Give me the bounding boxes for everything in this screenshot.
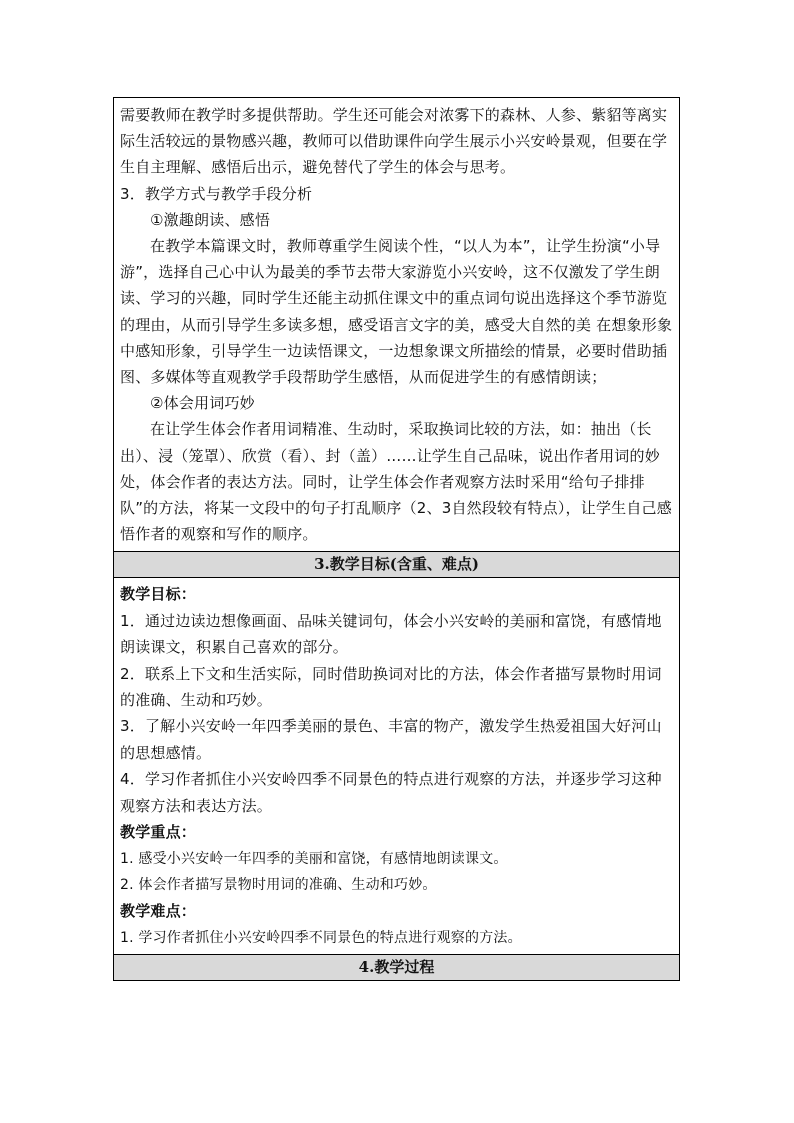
key-point-item: 2. 体会作者描写景物时用词的准确、生动和巧妙。	[120, 876, 437, 893]
analysis-cell	[114, 98, 679, 551]
lesson-plan-table	[113, 97, 680, 981]
difficulty-item: 1. 学习作者抓住小兴安岭四季不同景色的特点进行观察的方法。	[120, 929, 522, 946]
goals-heading: 教学目标：	[120, 585, 197, 604]
subheading: 3．教学方式与教学手段分析	[120, 184, 313, 203]
subheading: ②体会用词巧妙	[150, 394, 255, 413]
paragraph: 在教学本篇课文时，教师尊重学生阅读个性，“以人为本”，让学生扮演“小导游”，选择自己心中认为最美的季节去带大家游览小兴安岭，这不仅激发了学生朗读、学习的兴趣，同时学生还能主动抓住课文中的重点词句说出选择这个季节游览的理由，从而引导学生多读多想，感受语言文字的美，感受大自然的美 在想象形象中感知形象，引导学生一边读悟课文，一边想象课文所描绘的情景，必要时借助插图、多媒体等直观教学手段帮助学生感悟，从而促进学生的有感情朗读；	[120, 237, 673, 387]
goal-item: 4．学习作者抓住小兴安岭四季不同景色的特点进行观察的方法，并逐步学习这种观察方法和表达方法。	[120, 770, 662, 815]
goal-item: 3．了解小兴安岭一年四季美丽的景色、丰富的物产，激发学生热爱祖国大好河山的思想感情。	[120, 717, 662, 762]
paragraph: 在让学生体会作者用词精准、生动时，采取换词比较的方法，如：抽出（长出）、浸（笼罩）、欣赏（看）、封（盖）……让学生自己品味，说出作者用词的妙处，体会作者的表达方法。同时，让学生体会作者观察方法时采用“给句子排排队”的方法，将某一文段中的句子打乱顺序（2、3自然段较有特点），让学生自己感悟作者的观察和写作的顺序。	[120, 420, 672, 544]
goal-item: 1．通过边读边想像画面、品味关键词句，体会小兴安岭的美丽和富饶，有感情地朗读课文，积累自己喜欢的部分。	[120, 611, 662, 657]
section-header-goals: 3.教学目标(含重、难点)	[114, 551, 679, 578]
goals-cell	[114, 578, 679, 954]
section-header-process: 4.教学过程	[114, 954, 679, 980]
paragraph: 需要教师在教学时多提供帮助。学生还可能会对浓雾下的森林、人参、紫貂等离实际生活较远的景物感兴趣，教师可以借助课件向学生展示小兴安岭景观，但要在学生自主理解、感悟后出示，避免替代了学生的体会与思考。	[120, 106, 668, 177]
subheading: ①激趣朗读、感悟	[150, 210, 271, 229]
goal-item: 2．联系上下文和生活实际，同时借助换词对比的方法，体会作者描写景物时用词的准确、生动和巧妙。	[120, 664, 662, 710]
key-points-heading: 教学重点：	[120, 823, 197, 842]
key-point-item: 1. 感受小兴安岭一年四季的美丽和富饶，有感情地朗读课文。	[120, 850, 508, 867]
difficulty-heading: 教学难点：	[120, 902, 197, 921]
